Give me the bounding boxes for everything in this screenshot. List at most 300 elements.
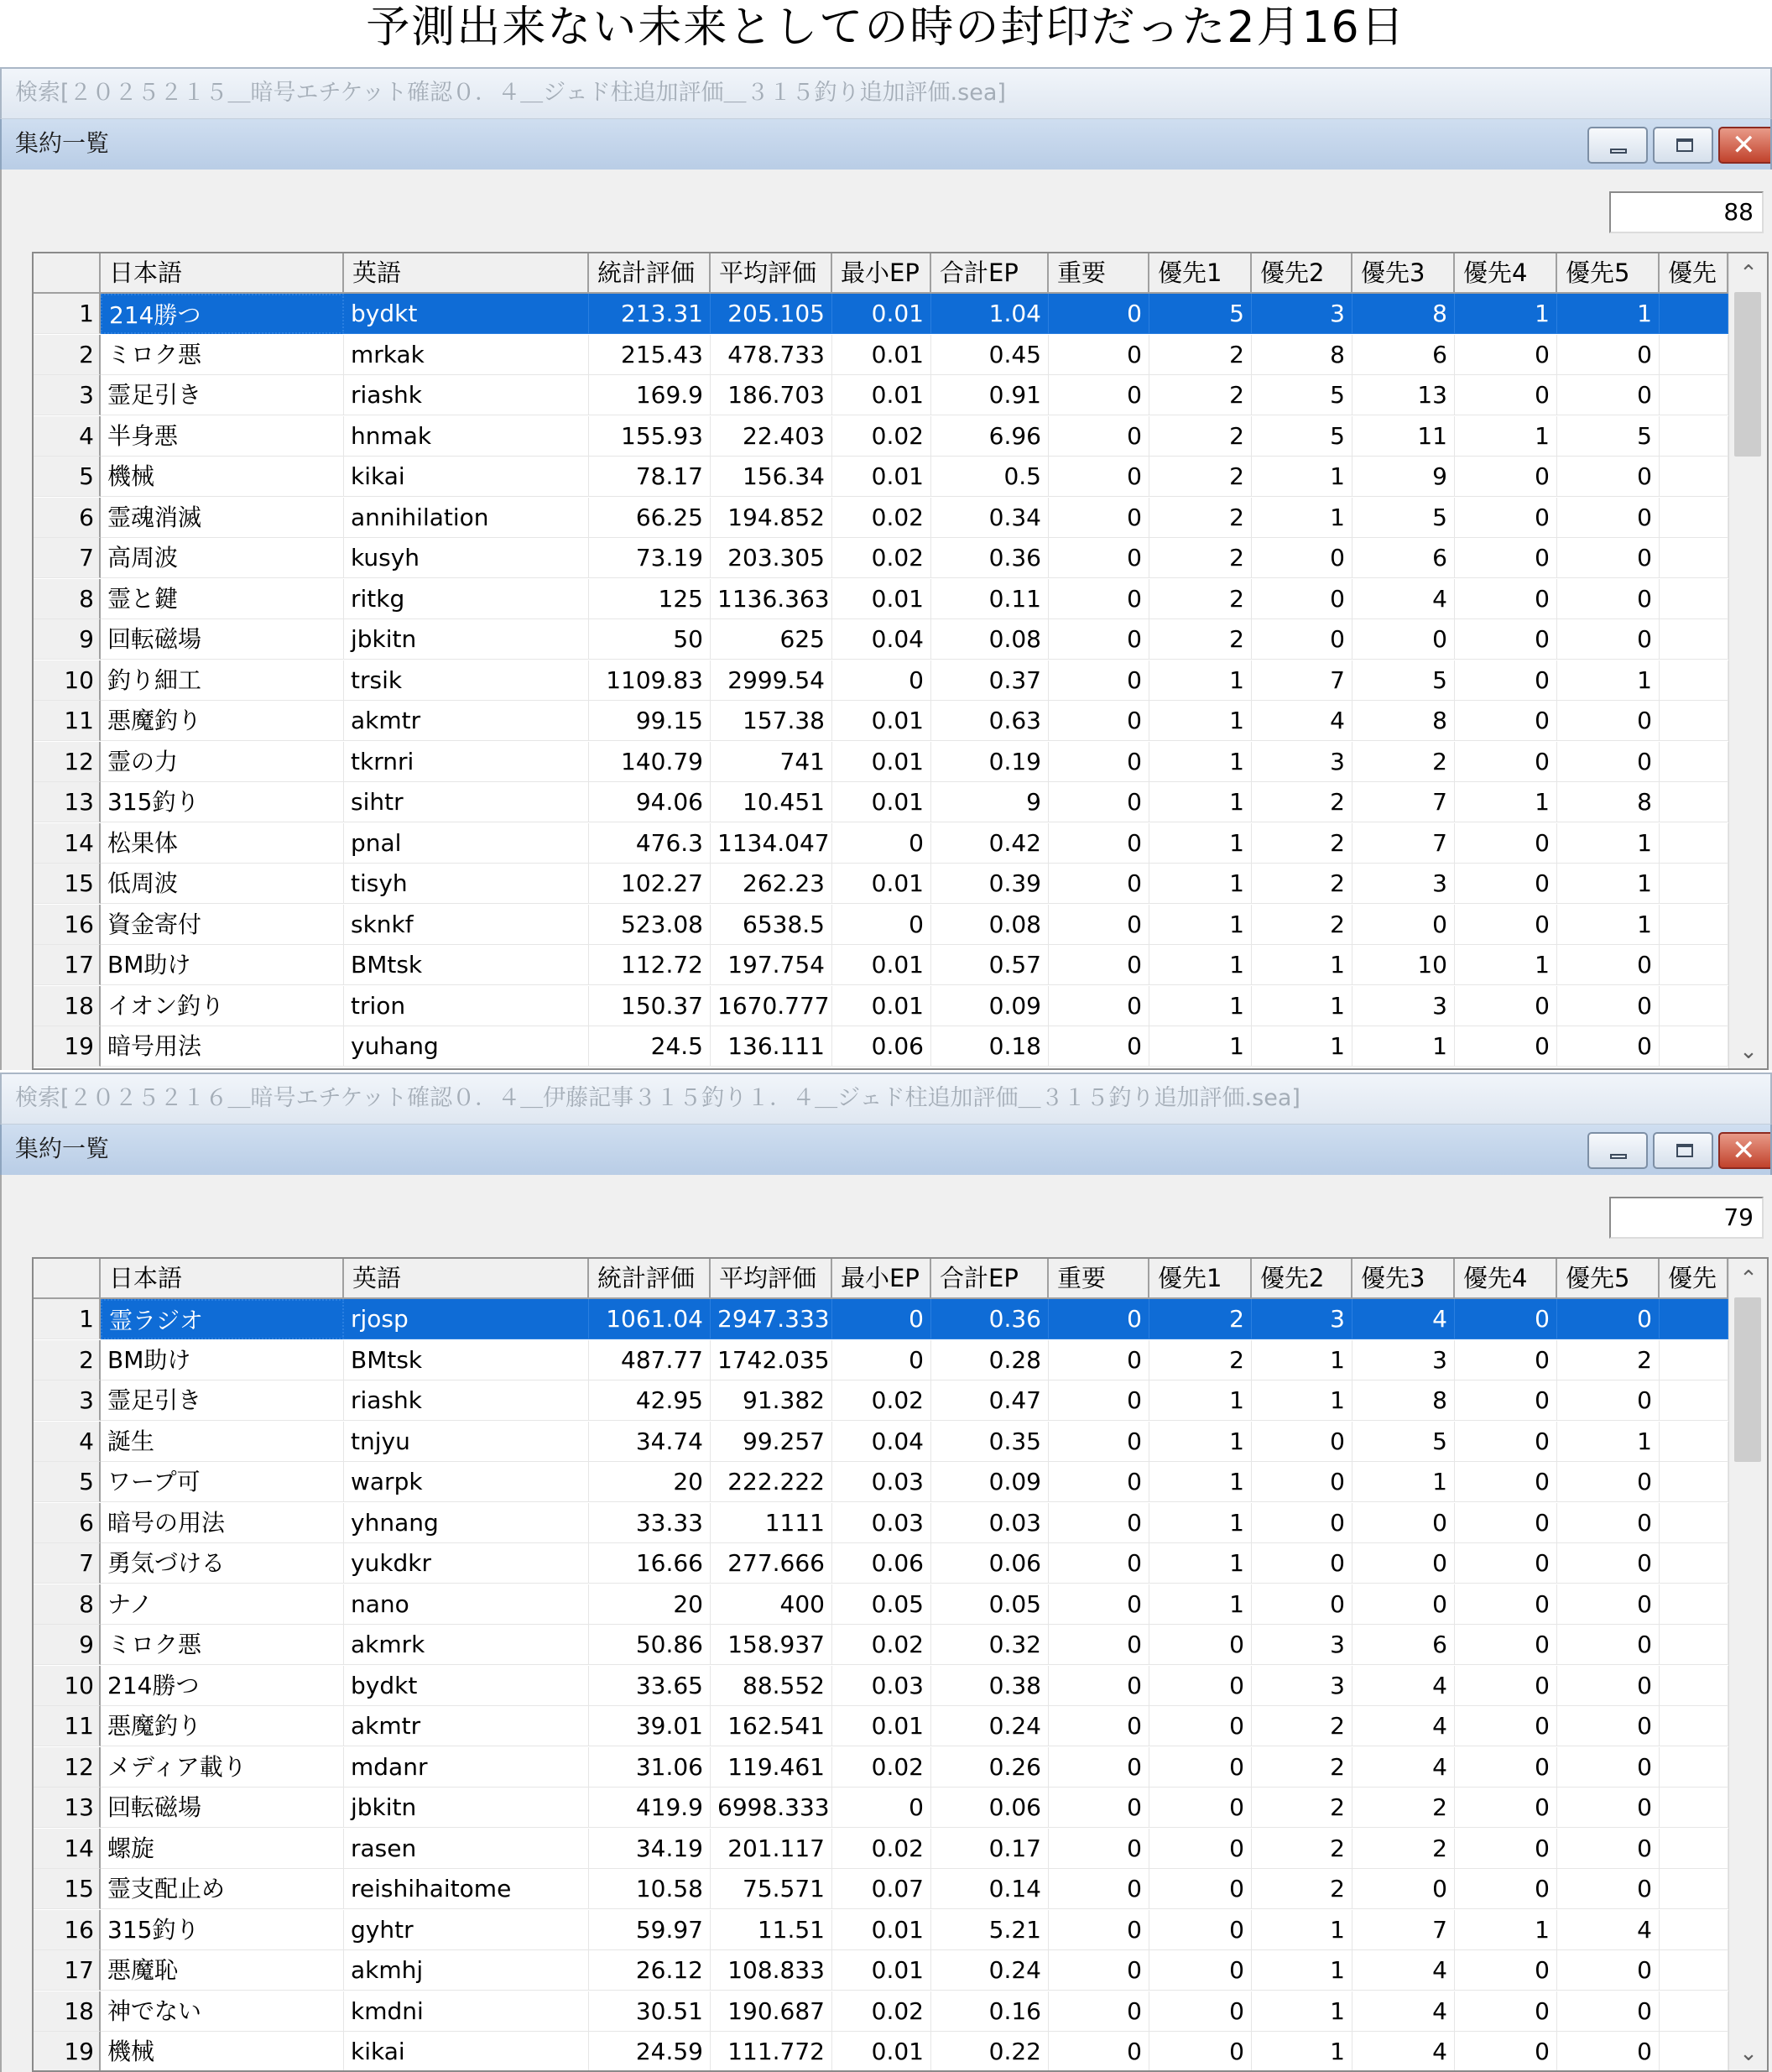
table-cell[interactable]: 156.34 — [711, 457, 832, 497]
table-cell[interactable]: 0 — [1455, 1584, 1557, 1625]
table-cell[interactable]: 2947.333 — [711, 1299, 832, 1339]
table-cell[interactable]: 0 — [1049, 1625, 1149, 1665]
table-cell[interactable]: 0 — [1557, 1625, 1660, 1665]
table-cell[interactable]: 26.12 — [589, 1950, 711, 1991]
table-cell[interactable]: rjosp — [344, 1299, 589, 1339]
column-header[interactable]: 重要 — [1049, 1259, 1149, 1299]
table-cell[interactable]: 0 — [1455, 1340, 1557, 1380]
table-cell[interactable]: 112.72 — [589, 945, 711, 985]
table-cell[interactable]: 1 — [1252, 986, 1352, 1026]
table-cell[interactable]: 0 — [832, 1299, 931, 1339]
table-cell[interactable]: 0 — [1352, 1584, 1455, 1625]
column-header[interactable]: 優先1 — [1149, 1259, 1252, 1299]
table-cell[interactable]: 400 — [711, 1584, 832, 1625]
table-cell[interactable]: 半身悪 — [101, 416, 344, 457]
table-cell[interactable]: ritkg — [344, 579, 589, 619]
table-cell[interactable]: 0.01 — [832, 701, 931, 741]
table-row[interactable] — [34, 1299, 1728, 1339]
table-cell[interactable]: 0 — [1149, 1747, 1252, 1788]
table-cell[interactable]: 0.45 — [931, 335, 1049, 375]
table-cell[interactable]: 勇気づける — [101, 1543, 344, 1584]
table-cell[interactable]: 4 — [1352, 1666, 1455, 1706]
table-cell[interactable]: 0 — [1149, 1829, 1252, 1869]
table-cell[interactable]: 0 — [1557, 1706, 1660, 1746]
table-cell[interactable]: 3 — [1252, 1666, 1352, 1706]
table-cell[interactable]: 5 — [1252, 416, 1352, 457]
table-cell[interactable]: 0.02 — [832, 416, 931, 457]
table-cell[interactable]: 0 — [1557, 1869, 1660, 1909]
table-cell[interactable]: BMtsk — [344, 945, 589, 985]
table-cell[interactable]: 169.9 — [589, 375, 711, 415]
table-cell[interactable]: イオン釣り — [101, 986, 344, 1026]
vertical-scrollbar[interactable] — [1728, 253, 1767, 1068]
table-cell[interactable]: 0 — [1049, 1422, 1149, 1462]
table-cell[interactable]: pnal — [344, 823, 589, 864]
table-cell[interactable]: 33.33 — [589, 1503, 711, 1543]
table-cell[interactable]: 0 — [1557, 579, 1660, 619]
table-cell[interactable]: 0.01 — [832, 375, 931, 415]
minimize-button[interactable] — [1587, 1132, 1648, 1169]
vertical-scrollbar[interactable] — [1728, 1259, 1767, 2070]
table-cell[interactable]: 0.02 — [832, 1991, 931, 2032]
table-cell[interactable]: 5 — [1149, 294, 1252, 334]
table-cell[interactable]: akmtr — [344, 1706, 589, 1746]
table-row[interactable] — [34, 457, 1728, 497]
table-cell[interactable]: メディア載り — [101, 1747, 344, 1788]
table-cell[interactable]: 4 — [1352, 1706, 1455, 1746]
table-cell[interactable]: 0 — [1557, 1026, 1660, 1067]
table-cell[interactable]: 0 — [1455, 660, 1557, 701]
table-cell[interactable]: 0.02 — [832, 1625, 931, 1665]
chevron-down-icon[interactable]: ⌄ — [1739, 2041, 1758, 2066]
table-cell[interactable]: 194.852 — [711, 498, 832, 538]
table-cell[interactable]: 0.01 — [832, 782, 931, 822]
table-cell[interactable]: 66.25 — [589, 498, 711, 538]
table-cell[interactable]: tkrnri — [344, 742, 589, 782]
table-cell[interactable]: 6538.5 — [711, 905, 832, 945]
table-cell[interactable]: 0.24 — [931, 1706, 1049, 1746]
table-cell[interactable]: 0 — [1049, 1340, 1149, 1380]
column-header[interactable]: 優先4 — [1455, 1259, 1557, 1299]
table-cell[interactable]: 0 — [1049, 701, 1149, 741]
table-cell[interactable]: 0.09 — [931, 986, 1049, 1026]
table-cell[interactable]: 2 — [1252, 905, 1352, 945]
column-header[interactable]: 優先2 — [1252, 1259, 1352, 1299]
table-cell[interactable]: 31.06 — [589, 1747, 711, 1788]
table-cell[interactable]: mdanr — [344, 1747, 589, 1788]
table-cell[interactable]: 0 — [1049, 905, 1149, 945]
table-cell[interactable]: 0.32 — [931, 1625, 1049, 1665]
table-cell[interactable]: 6 — [1352, 538, 1455, 578]
table-cell[interactable]: 59.97 — [589, 1910, 711, 1950]
table-cell[interactable] — [1660, 1869, 1728, 1909]
table-cell[interactable]: 0 — [1049, 782, 1149, 822]
table-cell[interactable]: 1136.363 — [711, 579, 832, 619]
table-cell[interactable]: 0 — [1049, 619, 1149, 660]
table-cell[interactable]: 0 — [1252, 538, 1352, 578]
table-cell[interactable]: 2 — [1252, 1747, 1352, 1788]
table-cell[interactable]: tnjyu — [344, 1422, 589, 1462]
table-cell[interactable]: 0 — [1049, 945, 1149, 985]
table-cell[interactable]: 0 — [1049, 375, 1149, 415]
row-header-corner[interactable] — [34, 1259, 101, 1299]
table-cell[interactable]: 111.772 — [711, 2032, 832, 2072]
table-cell[interactable]: 0 — [1455, 864, 1557, 904]
table-cell[interactable]: 0 — [1455, 742, 1557, 782]
table-cell[interactable]: 315釣り — [101, 782, 344, 822]
table-cell[interactable]: 悪魔恥 — [101, 1950, 344, 1991]
table-cell[interactable]: 0 — [1455, 579, 1557, 619]
table-cell[interactable]: 0 — [1252, 579, 1352, 619]
table-cell[interactable]: yhnang — [344, 1503, 589, 1543]
summary-window-titlebar[interactable] — [0, 119, 1772, 170]
table-cell[interactable]: 4 — [1252, 701, 1352, 741]
table-cell[interactable]: 0 — [1352, 1869, 1455, 1909]
table-cell[interactable]: 0 — [1557, 1950, 1660, 1991]
table-cell[interactable]: 10 — [1352, 945, 1455, 985]
table-cell[interactable]: 102.27 — [589, 864, 711, 904]
table-cell[interactable]: 1 — [1455, 782, 1557, 822]
table-cell[interactable]: riashk — [344, 375, 589, 415]
table-cell[interactable]: 0 — [1252, 1422, 1352, 1462]
table-cell[interactable]: 低周波 — [101, 864, 344, 904]
table-cell[interactable]: 0.36 — [931, 1299, 1049, 1339]
table-cell[interactable]: 2 — [1252, 1706, 1352, 1746]
table-cell[interactable]: yuhang — [344, 1026, 589, 1067]
table-cell[interactable]: 4 — [1352, 579, 1455, 619]
maximize-button[interactable] — [1653, 1132, 1713, 1169]
table-row[interactable] — [34, 905, 1728, 945]
minimize-button[interactable] — [1587, 127, 1648, 164]
table-cell[interactable]: 0.14 — [931, 1869, 1049, 1909]
table-cell[interactable]: sknkf — [344, 905, 589, 945]
table-cell[interactable]: gyhtr — [344, 1910, 589, 1950]
table-cell[interactable]: warpk — [344, 1462, 589, 1502]
table-cell[interactable]: BMtsk — [344, 1340, 589, 1380]
table-row[interactable] — [34, 1462, 1728, 1502]
column-header[interactable]: 最小EP — [832, 253, 931, 294]
table-cell[interactable]: 0 — [1455, 823, 1557, 864]
record-count-field[interactable]: 79 — [1609, 1197, 1764, 1239]
table-cell[interactable]: 0.34 — [931, 498, 1049, 538]
table-cell[interactable] — [1660, 1625, 1728, 1665]
table-cell[interactable]: 6998.333 — [711, 1788, 832, 1828]
table-cell[interactable]: 0 — [1049, 660, 1149, 701]
table-cell[interactable]: 霊と鍵 — [101, 579, 344, 619]
table-cell[interactable]: 13 — [1352, 375, 1455, 415]
table-cell[interactable]: annihilation — [344, 498, 589, 538]
table-cell[interactable]: 0.63 — [931, 701, 1049, 741]
table-cell[interactable]: 7 — [1352, 823, 1455, 864]
table-row[interactable] — [34, 986, 1728, 1026]
table-cell[interactable]: 0 — [1455, 1950, 1557, 1991]
table-cell[interactable]: 625 — [711, 619, 832, 660]
table-cell[interactable]: 0 — [832, 905, 931, 945]
table-cell[interactable] — [1660, 1584, 1728, 1625]
table-cell[interactable]: 0 — [1049, 416, 1149, 457]
table-row[interactable] — [34, 1380, 1728, 1421]
table-cell[interactable]: 0 — [1049, 538, 1149, 578]
table-cell[interactable]: 186.703 — [711, 375, 832, 415]
table-cell[interactable]: 0 — [1557, 619, 1660, 660]
table-cell[interactable]: 24.59 — [589, 2032, 711, 2072]
column-header[interactable]: 合計EP — [931, 253, 1049, 294]
table-cell[interactable]: bydkt — [344, 294, 589, 334]
table-cell[interactable] — [1660, 457, 1728, 497]
table-cell[interactable]: 0 — [1455, 1380, 1557, 1421]
table-row[interactable] — [34, 1666, 1728, 1706]
table-cell[interactable]: 0 — [1049, 1991, 1149, 2032]
table-cell[interactable]: 0 — [1149, 1950, 1252, 1991]
table-cell[interactable]: 0 — [1557, 1829, 1660, 1869]
table-cell[interactable]: 99.257 — [711, 1422, 832, 1462]
table-cell[interactable]: 0 — [1252, 1543, 1352, 1584]
table-cell[interactable]: 88.552 — [711, 1666, 832, 1706]
table-cell[interactable]: 0 — [1455, 619, 1557, 660]
table-cell[interactable] — [1660, 294, 1728, 334]
table-cell[interactable]: 2 — [1149, 538, 1252, 578]
table-cell[interactable]: 1061.04 — [589, 1299, 711, 1339]
table-cell[interactable]: 0 — [1352, 1543, 1455, 1584]
table-cell[interactable]: 1 — [1149, 1503, 1252, 1543]
table-cell[interactable]: 5 — [1252, 375, 1352, 415]
table-cell[interactable]: 0 — [1455, 2032, 1557, 2072]
table-cell[interactable]: 悪魔釣り — [101, 1706, 344, 1746]
column-header[interactable]: 日本語 — [101, 253, 344, 294]
table-cell[interactable]: 3 — [1252, 1625, 1352, 1665]
column-header[interactable]: 優先 — [1660, 1259, 1728, 1299]
table-cell[interactable]: 0 — [832, 823, 931, 864]
table-cell[interactable]: 1 — [1149, 823, 1252, 864]
table-cell[interactable]: 1 — [1149, 1462, 1252, 1502]
table-cell[interactable]: akmhj — [344, 1950, 589, 1991]
table-cell[interactable]: 22.403 — [711, 416, 832, 457]
table-cell[interactable]: 0 — [1049, 1299, 1149, 1339]
table-cell[interactable]: 1 — [1149, 905, 1252, 945]
table-cell[interactable]: 8 — [1352, 1380, 1455, 1421]
table-cell[interactable]: 203.305 — [711, 538, 832, 578]
table-cell[interactable]: 霊魂消滅 — [101, 498, 344, 538]
table-cell[interactable]: 機械 — [101, 457, 344, 497]
table-cell[interactable]: 0 — [1557, 1543, 1660, 1584]
table-cell[interactable]: 資金寄付 — [101, 905, 344, 945]
table-cell[interactable]: 1 — [1149, 864, 1252, 904]
table-cell[interactable]: 霊ラジオ — [101, 1299, 344, 1339]
table-cell[interactable]: trsik — [344, 660, 589, 701]
table-cell[interactable]: 214勝つ — [101, 1666, 344, 1706]
table-cell[interactable]: 2 — [1149, 416, 1252, 457]
table-cell[interactable]: 0 — [1149, 1706, 1252, 1746]
table-cell[interactable]: 0.01 — [832, 1950, 931, 1991]
table-cell[interactable]: 0 — [1352, 1503, 1455, 1543]
table-cell[interactable]: 0.35 — [931, 1422, 1049, 1462]
table-cell[interactable]: 悪魔釣り — [101, 701, 344, 741]
table-cell[interactable] — [1660, 864, 1728, 904]
table-cell[interactable]: 0 — [1557, 1747, 1660, 1788]
table-cell[interactable]: 0 — [1557, 498, 1660, 538]
table-cell[interactable]: 0 — [1455, 335, 1557, 375]
column-header[interactable]: 最小EP — [832, 1259, 931, 1299]
table-cell[interactable]: 0 — [1049, 1462, 1149, 1502]
table-cell[interactable]: 0.01 — [832, 986, 931, 1026]
table-cell[interactable]: 158.937 — [711, 1625, 832, 1665]
column-header[interactable]: 優先4 — [1455, 253, 1557, 294]
table-cell[interactable]: 0 — [1455, 375, 1557, 415]
table-cell[interactable] — [1660, 1829, 1728, 1869]
table-cell[interactable]: 1 — [1149, 660, 1252, 701]
table-cell[interactable]: 34.74 — [589, 1422, 711, 1462]
table-cell[interactable]: 0.02 — [832, 1747, 931, 1788]
table-cell[interactable]: bydkt — [344, 1666, 589, 1706]
table-row[interactable] — [34, 1747, 1728, 1788]
summary-grid[interactable] — [32, 1257, 1769, 2072]
table-cell[interactable]: 0 — [1455, 1788, 1557, 1828]
table-cell[interactable]: 1134.047 — [711, 823, 832, 864]
table-cell[interactable]: 222.222 — [711, 1462, 832, 1502]
table-cell[interactable]: 75.571 — [711, 1869, 832, 1909]
table-cell[interactable] — [1660, 1462, 1728, 1502]
table-cell[interactable]: 0.05 — [832, 1584, 931, 1625]
column-header[interactable]: 統計評価 — [589, 253, 711, 294]
table-cell[interactable]: 0 — [1557, 2032, 1660, 2072]
table-cell[interactable]: 4 — [1352, 1747, 1455, 1788]
table-cell[interactable]: 2 — [1352, 742, 1455, 782]
table-cell[interactable]: 0.37 — [931, 660, 1049, 701]
table-cell[interactable]: 2 — [1252, 823, 1352, 864]
table-cell[interactable]: 0.03 — [832, 1503, 931, 1543]
table-cell[interactable]: 0.18 — [931, 1026, 1049, 1067]
table-cell[interactable]: 0.02 — [832, 538, 931, 578]
table-cell[interactable]: 140.79 — [589, 742, 711, 782]
column-header[interactable]: 優先5 — [1557, 1259, 1660, 1299]
table-row[interactable] — [34, 294, 1728, 334]
column-header[interactable]: 優先3 — [1352, 253, 1455, 294]
table-cell[interactable]: 8 — [1352, 294, 1455, 334]
table-cell[interactable]: 0 — [1049, 986, 1149, 1026]
table-cell[interactable]: 8 — [1352, 701, 1455, 741]
table-cell[interactable]: 0 — [1557, 1380, 1660, 1421]
table-cell[interactable]: 0 — [1455, 1299, 1557, 1339]
table-cell[interactable]: 162.541 — [711, 1706, 832, 1746]
table-cell[interactable]: 315釣り — [101, 1910, 344, 1950]
table-cell[interactable] — [1660, 905, 1728, 945]
table-cell[interactable]: 4 — [1352, 1991, 1455, 2032]
table-cell[interactable]: 0 — [1455, 1991, 1557, 2032]
table-cell[interactable] — [1660, 1991, 1728, 2032]
table-cell[interactable]: 1 — [1557, 905, 1660, 945]
table-cell[interactable] — [1660, 538, 1728, 578]
table-cell[interactable]: 277.666 — [711, 1543, 832, 1584]
table-cell[interactable]: 6 — [1352, 335, 1455, 375]
table-cell[interactable]: 10.58 — [589, 1869, 711, 1909]
table-cell[interactable]: BM助け — [101, 945, 344, 985]
table-cell[interactable]: 2 — [1252, 864, 1352, 904]
table-cell[interactable]: 0 — [1049, 742, 1149, 782]
table-cell[interactable]: 0 — [1149, 1869, 1252, 1909]
table-cell[interactable]: hnmak — [344, 416, 589, 457]
table-cell[interactable]: 0 — [832, 1788, 931, 1828]
table-cell[interactable]: 50 — [589, 619, 711, 660]
table-row[interactable] — [34, 1584, 1728, 1625]
column-header[interactable]: 優先5 — [1557, 253, 1660, 294]
table-cell[interactable]: 4 — [1352, 1950, 1455, 1991]
table-cell[interactable]: 478.733 — [711, 335, 832, 375]
table-cell[interactable]: 0 — [1149, 1788, 1252, 1828]
table-cell[interactable]: 暗号用法 — [101, 1026, 344, 1067]
table-row[interactable] — [34, 1910, 1728, 1950]
record-count-field[interactable]: 88 — [1609, 191, 1764, 233]
column-header[interactable]: 平均評価 — [711, 1259, 832, 1299]
table-cell[interactable]: 9 — [1352, 457, 1455, 497]
table-row[interactable] — [34, 538, 1728, 578]
table-cell[interactable]: 0 — [1149, 1991, 1252, 2032]
column-header[interactable]: 重要 — [1049, 253, 1149, 294]
table-cell[interactable]: 誕生 — [101, 1422, 344, 1462]
table-cell[interactable]: 2 — [1149, 375, 1252, 415]
table-cell[interactable]: BM助け — [101, 1340, 344, 1380]
chevron-up-icon[interactable]: ⌃ — [1739, 261, 1758, 286]
maximize-button[interactable] — [1653, 127, 1713, 164]
table-cell[interactable] — [1660, 1910, 1728, 1950]
table-cell[interactable]: 0 — [1455, 986, 1557, 1026]
table-cell[interactable]: 1 — [1352, 1462, 1455, 1502]
table-cell[interactable]: 0 — [1049, 1026, 1149, 1067]
table-cell[interactable]: 9 — [931, 782, 1049, 822]
table-cell[interactable]: 2 — [1149, 619, 1252, 660]
table-cell[interactable]: 8 — [1557, 782, 1660, 822]
table-cell[interactable]: 0.01 — [832, 2032, 931, 2072]
table-row[interactable] — [34, 2032, 1728, 2072]
table-cell[interactable]: 1742.035 — [711, 1340, 832, 1380]
table-cell[interactable]: ミロク悪 — [101, 335, 344, 375]
table-cell[interactable]: 3 — [1352, 864, 1455, 904]
table-cell[interactable]: 150.37 — [589, 986, 711, 1026]
scrollbar-thumb[interactable] — [1734, 1297, 1761, 1462]
table-cell[interactable]: 0 — [1049, 1869, 1149, 1909]
table-row[interactable] — [34, 375, 1728, 415]
table-cell[interactable]: 487.77 — [589, 1340, 711, 1380]
column-header[interactable]: 合計EP — [931, 1259, 1049, 1299]
table-cell[interactable]: 0.22 — [931, 2032, 1049, 2072]
table-row[interactable] — [34, 1706, 1728, 1746]
table-row[interactable] — [34, 1869, 1728, 1909]
table-cell[interactable]: 0 — [1455, 1503, 1557, 1543]
table-cell[interactable]: 0 — [1557, 986, 1660, 1026]
table-cell[interactable]: 霊の力 — [101, 742, 344, 782]
table-cell[interactable]: 2 — [1149, 1299, 1252, 1339]
table-cell[interactable] — [1660, 1543, 1728, 1584]
table-row[interactable] — [34, 335, 1728, 375]
table-cell[interactable]: akmtr — [344, 701, 589, 741]
table-cell[interactable]: 2 — [1557, 1340, 1660, 1380]
table-cell[interactable]: 3 — [1252, 742, 1352, 782]
table-cell[interactable]: 0 — [1252, 1462, 1352, 1502]
table-cell[interactable]: 1 — [1252, 1340, 1352, 1380]
table-cell[interactable]: 0.39 — [931, 864, 1049, 904]
table-cell[interactable]: 1 — [1455, 1910, 1557, 1950]
table-cell[interactable]: 2 — [1352, 1788, 1455, 1828]
table-cell[interactable]: 16.66 — [589, 1543, 711, 1584]
column-header[interactable]: 優先 — [1660, 253, 1728, 294]
table-cell[interactable]: 4 — [1352, 1299, 1455, 1339]
table-cell[interactable]: 11 — [1352, 416, 1455, 457]
table-cell[interactable]: 0 — [1455, 701, 1557, 741]
table-cell[interactable]: rasen — [344, 1829, 589, 1869]
close-button[interactable] — [1718, 1132, 1770, 1169]
table-cell[interactable]: 1 — [1252, 457, 1352, 497]
table-cell[interactable] — [1660, 823, 1728, 864]
table-cell[interactable]: 回転磁場 — [101, 1788, 344, 1828]
